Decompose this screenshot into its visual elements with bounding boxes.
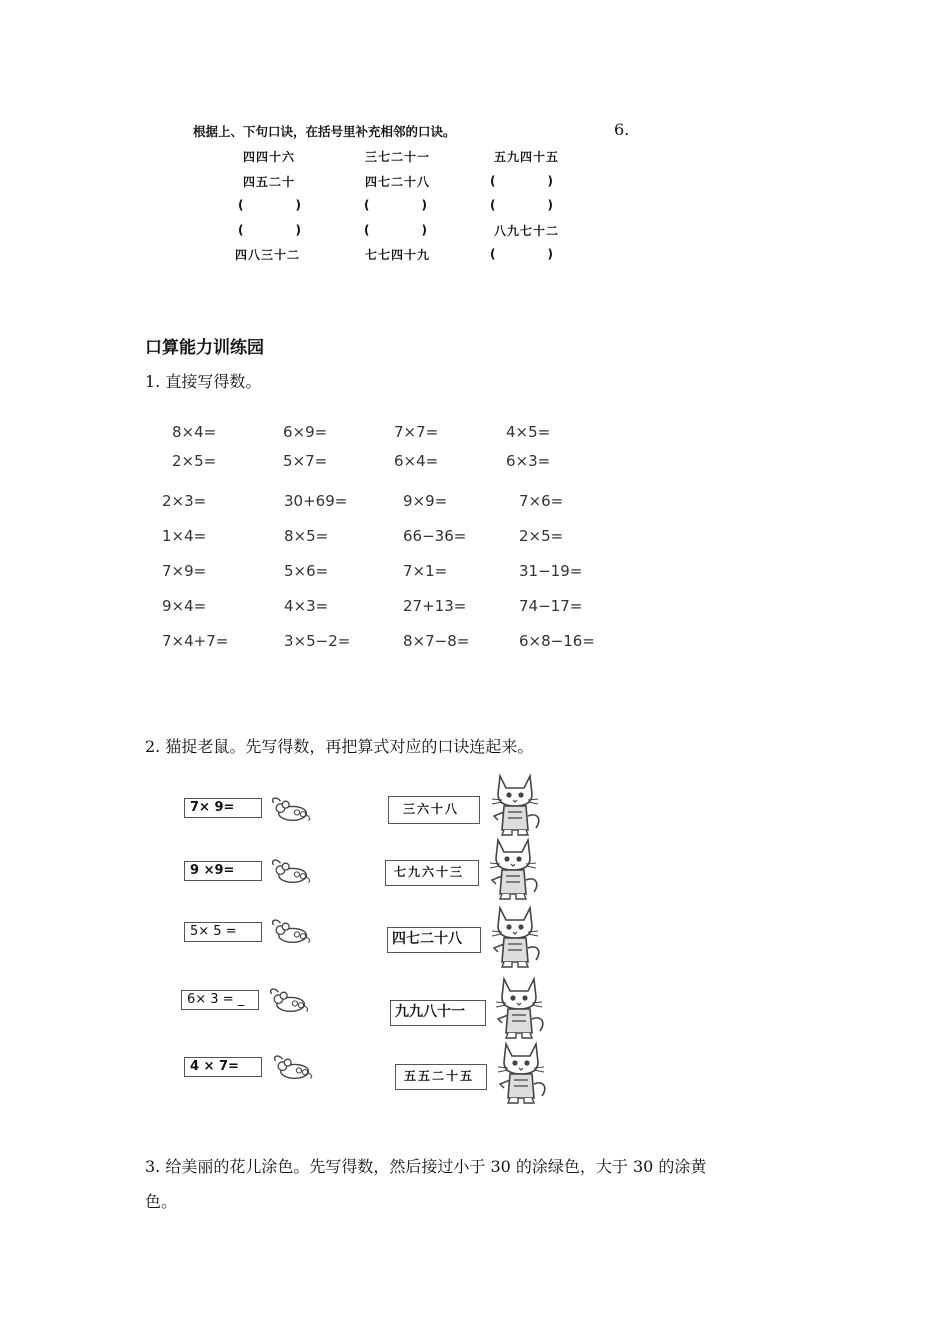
- calc-item: 6×3=: [506, 452, 551, 470]
- calc-item: 66−36=: [403, 527, 467, 545]
- rhyme-blank[interactable]: ( ): [364, 223, 431, 237]
- q3-label-line1: 3. 给美丽的花儿涂色。先写得数，然后接过小于 30 的涂绿色，大于 30 的涂黄: [145, 1157, 707, 1176]
- section-title: 口算能力训练园: [145, 338, 264, 358]
- calc-item: 4×5=: [506, 423, 551, 441]
- rhyme-blank[interactable]: ( ): [238, 223, 305, 237]
- rhyme-cell: 三七二十一: [365, 150, 431, 164]
- cat-icon: [492, 1040, 552, 1104]
- q3-label-line2: 色。: [145, 1192, 178, 1211]
- cat-icon: [486, 904, 546, 968]
- calc-item: 2×5=: [519, 527, 564, 545]
- calc-item: 7×1=: [403, 562, 448, 580]
- rhyme-cell: 四八三十二: [235, 248, 301, 262]
- mouse-icon: [270, 1054, 314, 1080]
- calc-item: 9×4=: [162, 597, 207, 615]
- rhyme-cell: 八九七十二: [494, 224, 560, 238]
- calc-item: 6×8−16=: [519, 632, 595, 650]
- calc-item: 8×7−8=: [403, 632, 470, 650]
- calc-item: 7×4+7=: [162, 632, 229, 650]
- mouse-icon: [268, 796, 312, 822]
- q6-prompt: 根据上、下句口诀，在括号里补充相邻的口诀。: [193, 124, 456, 139]
- calc-item: 5×6=: [284, 562, 329, 580]
- calc-item: 4×3=: [284, 597, 329, 615]
- cat-icon: [484, 836, 544, 900]
- calc-item: 30+69=: [284, 492, 348, 510]
- cat-rhyme-box[interactable]: 九九八十一: [390, 1000, 486, 1026]
- calc-item: 5×7=: [283, 452, 328, 470]
- calc-item: 2×5=: [172, 452, 217, 470]
- mouse-equation-box[interactable]: 6× 3 = _: [181, 990, 259, 1010]
- mouse-equation-box[interactable]: 9 ×9=: [184, 861, 262, 881]
- cat-rhyme-box[interactable]: 三六十八: [388, 796, 480, 824]
- q6-number: 6.: [614, 120, 630, 139]
- rhyme-cell: 五九四十五: [494, 150, 560, 164]
- cat-rhyme-box[interactable]: 四七二十八: [387, 927, 481, 953]
- calc-item: 8×4=: [172, 423, 217, 441]
- rhyme-blank[interactable]: ( ): [490, 247, 557, 261]
- calc-item: 9×9=: [403, 492, 448, 510]
- rhyme-cell: 四五二十: [243, 175, 296, 189]
- cat-rhyme-box[interactable]: 七九六十三: [385, 860, 479, 886]
- mouse-equation-box[interactable]: 7× 9=: [184, 798, 262, 818]
- mouse-icon: [268, 858, 312, 884]
- calc-item: 7×9=: [162, 562, 207, 580]
- q2-label: 2. 猫捉老鼠。先写得数，再把算式对应的口诀连起来。: [145, 737, 534, 756]
- rhyme-cell: 七七四十九: [365, 248, 431, 262]
- mouse-equation-box[interactable]: 5× 5 =: [184, 922, 262, 942]
- cat-icon: [490, 975, 550, 1039]
- calc-item: 6×9=: [283, 423, 328, 441]
- q1-label: 1. 直接写得数。: [145, 372, 262, 391]
- calc-item: 27+13=: [403, 597, 467, 615]
- rhyme-blank[interactable]: ( ): [490, 174, 557, 188]
- calc-item: 2×3=: [162, 492, 207, 510]
- rhyme-blank[interactable]: ( ): [364, 198, 431, 212]
- mouse-icon: [268, 918, 312, 944]
- mouse-icon: [266, 987, 310, 1013]
- calc-item: 1×4=: [162, 527, 207, 545]
- rhyme-cell: 四四十六: [243, 150, 296, 164]
- calc-item: 8×5=: [284, 527, 329, 545]
- rhyme-cell: 四七二十八: [365, 175, 431, 189]
- cat-icon: [486, 772, 546, 836]
- calc-item: 3×5−2=: [284, 632, 351, 650]
- calc-item: 7×6=: [519, 492, 564, 510]
- calc-item: 7×7=: [394, 423, 439, 441]
- cat-rhyme-box[interactable]: 五五二十五: [395, 1064, 487, 1090]
- rhyme-blank[interactable]: ( ): [490, 198, 557, 212]
- mouse-equation-box[interactable]: 4 × 7=: [184, 1057, 262, 1077]
- rhyme-blank[interactable]: ( ): [238, 198, 305, 212]
- calc-item: 31−19=: [519, 562, 583, 580]
- calc-item: 6×4=: [394, 452, 439, 470]
- calc-item: 74−17=: [519, 597, 583, 615]
